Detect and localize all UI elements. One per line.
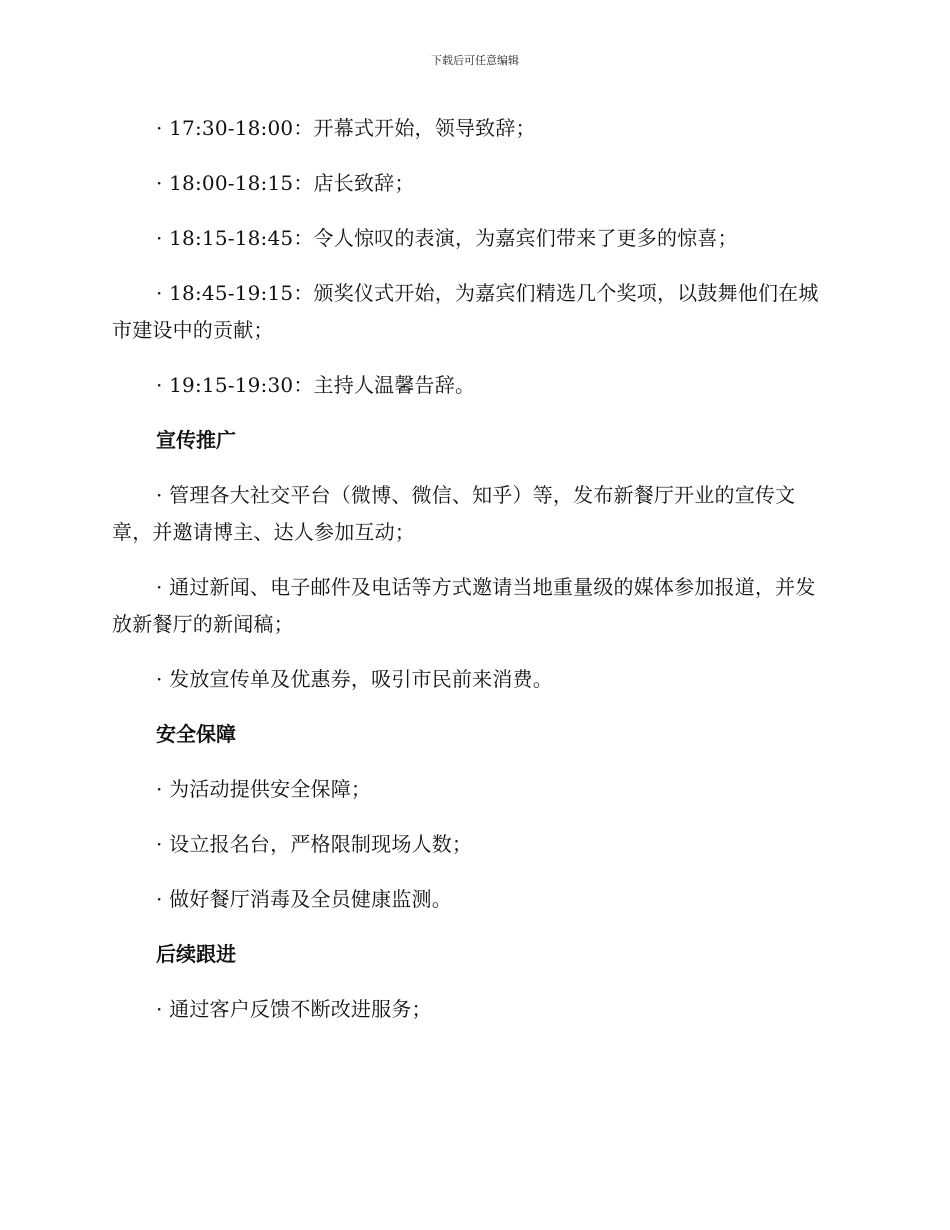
page-header: 下载后可任意编辑 xyxy=(431,54,519,67)
schedule-item: · 18:45-19:15：颁奖仪式开始，为嘉宾们精选几个奖项，以鼓舞他们在城市建设中的贡献； xyxy=(112,281,819,342)
section-heading-followup: 后续跟进 xyxy=(156,942,236,966)
schedule-item: · 17:30-18:00：开幕式开始，领导致辞； xyxy=(156,116,536,140)
followup-item: · 通过客户反馈不断改进服务； xyxy=(156,997,432,1021)
document-body xyxy=(112,110,834,1046)
safety-item: · 设立报名台，严格限制现场人数； xyxy=(156,832,473,856)
schedule-item: · 19:15-19:30：主持人温馨告辞。 xyxy=(156,373,476,397)
section-heading-safety: 安全保障 xyxy=(156,722,236,746)
safety-item: · 做好餐厅消毒及全员健康监测。 xyxy=(156,887,452,911)
safety-item: · 为活动提供安全保障； xyxy=(156,777,372,801)
schedule-item: · 18:00-18:15：店长致辞； xyxy=(156,171,415,195)
promotion-item: · 通过新闻、电子邮件及电话等方式邀请当地重量级的媒体参加报道，并发放新餐厅的新闻稿； xyxy=(112,575,816,636)
schedule-item: · 18:15-18:45：令人惊叹的表演，为嘉宾们带来了更多的惊喜； xyxy=(156,226,738,250)
promotion-item: · 发放宣传单及优惠券，吸引市民前来消费。 xyxy=(156,667,553,691)
section-heading-promotion: 宣传推广 xyxy=(156,428,236,452)
promotion-item: · 管理各大社交平台（微博、微信、知乎）等，发布新餐厅开业的宣传文章，并邀请博主、达人参加互动； xyxy=(112,483,796,544)
